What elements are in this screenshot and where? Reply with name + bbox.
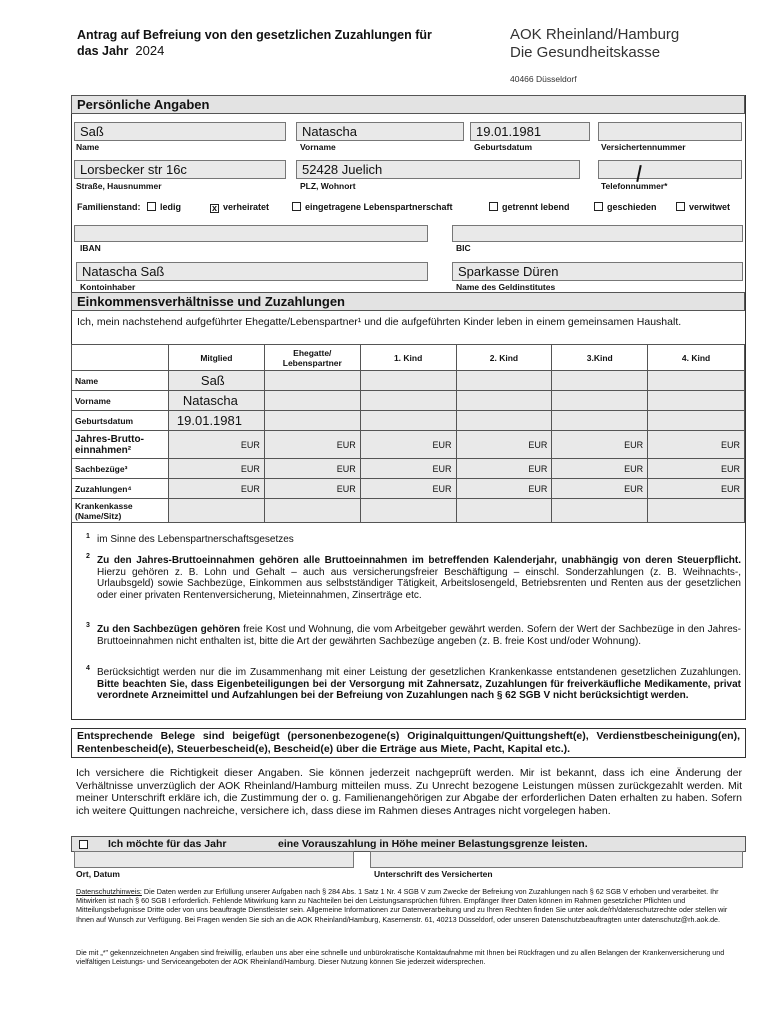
footnote-3: Zu den Sachbezügen gehören freie Kost und Wohnung, die vom Arbeitgeber gewährt werden. Sofern der Wert der Sachbezüge in den Jahres-Bruttoeinnahmen nicht enthalten ist, bitte die Art der gewährten Sachbezüge angeben (z. B. freie Kost und/oder Wohnung). bbox=[97, 624, 742, 647]
table-cell[interactable] bbox=[552, 411, 648, 431]
footnote-number: 3 bbox=[86, 622, 90, 629]
table-cell[interactable] bbox=[264, 499, 360, 523]
prepayment-checkbox-icon[interactable] bbox=[79, 840, 88, 849]
footnote-number: 1 bbox=[86, 533, 90, 540]
table-cell[interactable] bbox=[360, 499, 456, 523]
prepayment-label-1: Ich möchte für das Jahr bbox=[108, 838, 227, 850]
firstname-field[interactable]: Natascha bbox=[296, 122, 464, 141]
insurance-number-label: Versichertennummer bbox=[601, 142, 686, 152]
currency-cell[interactable]: EUR bbox=[264, 459, 360, 479]
income-table bbox=[71, 344, 745, 523]
marital-status-row bbox=[77, 202, 745, 212]
signature-label: Unterschrift des Versicherten bbox=[374, 869, 493, 879]
privacy-notice: Datenschutzhinweis: Die Daten werden zur Erfüllung unserer Aufgaben nach § 284 Abs. 1 Satz 1 Nr. 4 SGB V zum Zwecke der Befreiung von Zuzahlungen nach § 62 SGB V erhoben und verarbeitet. Ihr Mitwirken ist nach § 60 SGB I erforderlich. Fehlende Mitwirkung kann zu Nachteilen bei den Leistungsansprüchen führen. Empfänger Ihrer Daten können im Rahmen gesetzlicher Pflichten und Mitteilungsbefugnisse Dritte oder von uns beauftragte Dienstleister sein. Allgemeine Informationen zur Datenverarbeitung und zu Ihren Rechten finden Sie unter aok.de/rh/datenschutzrechte oder stellen wir Ihnen auf Wunsch zur Verfügung. Bei Fragen wenden Sie sich an die AOK Rheinland/Hamburg, Kasernenstr. 61, 40213 Düsseldorf, oder unseren Datenschutzbeauftragten unter datenschutz@rh.aok.de. bbox=[76, 887, 728, 924]
insurance-number-field[interactable] bbox=[598, 122, 742, 141]
currency-cell[interactable]: EUR bbox=[648, 431, 745, 459]
bic-label: BIC bbox=[456, 243, 471, 253]
marital-status-label: Familienstand: bbox=[77, 202, 141, 212]
marital-option-married[interactable]: x verheiratet bbox=[211, 202, 270, 213]
checkbox-icon[interactable] bbox=[676, 202, 685, 211]
table-cell[interactable] bbox=[648, 391, 745, 411]
iban-label: IBAN bbox=[80, 243, 101, 253]
form-title-line2: das Jahr bbox=[77, 44, 129, 58]
table-cell[interactable] bbox=[648, 499, 745, 523]
place-date-field[interactable] bbox=[74, 851, 354, 868]
table-cell[interactable] bbox=[360, 391, 456, 411]
privacy-heading: Datenschutzhinweis: bbox=[76, 887, 142, 896]
section-personal-title: Persönliche Angaben bbox=[71, 95, 745, 114]
column-child-1: 1. Kind bbox=[360, 345, 456, 371]
birthdate-field[interactable]: 19.01.1981 bbox=[470, 122, 590, 141]
column-member: Mitglied bbox=[168, 345, 264, 371]
form-year: 2024 bbox=[135, 43, 165, 58]
table-row bbox=[72, 411, 745, 431]
currency-cell[interactable]: EUR bbox=[552, 459, 648, 479]
marital-option-divorced[interactable]: geschieden bbox=[594, 202, 657, 212]
member-birthdate-cell[interactable]: 19.01.1981 bbox=[168, 411, 264, 431]
prepayment-row bbox=[71, 836, 746, 852]
currency-cell[interactable]: EUR bbox=[552, 479, 648, 499]
row-label-birthdate: Geburtsdatum bbox=[72, 411, 169, 431]
footnote-4: Berücksichtigt werden nur die im Zusammenhang mit einer Leistung der gesetzlichen Krankenkasse entstandenen gesetzlichen Zuzahlungen. Bitte beachten Sie, dass Eigenbeteiligungen bei der Versorgung mit Zahnersatz, Zuzahlungen für freiverkäufliche Medikamente, privat verordnete Arzneimittel und Aufzahlungen bei der Befreiung von Zuzahlungen nach § 62 SGB V nicht berücksichtigt werden. bbox=[97, 667, 741, 701]
table-cell[interactable] bbox=[456, 391, 552, 411]
row-label-firstname: Vorname bbox=[72, 391, 169, 411]
street-field[interactable]: Lorsbecker str 16c bbox=[74, 160, 286, 179]
currency-cell[interactable]: EUR bbox=[360, 431, 456, 459]
currency-cell[interactable]: EUR bbox=[264, 431, 360, 459]
table-cell[interactable] bbox=[648, 411, 745, 431]
currency-cell[interactable]: EUR bbox=[648, 479, 745, 499]
currency-cell[interactable]: EUR bbox=[456, 479, 552, 499]
footnote-2: Zu den Jahres-Bruttoeinnahmen gehören alle Bruttoeinnahmen im betreffenden Kalenderjahr, unabhängig von deren Steuerpflicht. Hierzu gehören z. B. Lohn und Gehalt – auch aus versicherungsfreier Beschäftigung – einschl. Sonderzahlungen (z. B. Weihnachts-, Urlaubsgeld) sowie Sachbezüge, Einkommen aus selbstständiger Tätigkeit, Arbeitslosengeld, Betriebsrenten und Renten aus der gesetzlichen oder einer privaten Rentenversicherung, Mieteinnahmen, Zinserträge etc. bbox=[97, 555, 741, 601]
insurer-block bbox=[510, 26, 679, 88]
signature-field[interactable] bbox=[370, 851, 743, 868]
checkbox-icon[interactable] bbox=[594, 202, 603, 211]
checkbox-icon[interactable] bbox=[489, 202, 498, 211]
table-row bbox=[72, 391, 745, 411]
currency-cell[interactable]: EUR bbox=[168, 479, 264, 499]
member-name-cell[interactable]: Saß bbox=[168, 371, 264, 391]
row-label-benefits-in-kind: Sachbezüge³ bbox=[72, 459, 169, 479]
row-label-health-insurer: Krankenkasse (Name/Sitz) bbox=[72, 499, 169, 523]
insurer-name: AOK Rheinland/Hamburg bbox=[510, 26, 680, 43]
optional-data-note: Die mit „*" gekennzeichneten Angaben sind freiwillig, erlauben uns aber eine schnelle und unbürokratische Kontaktaufnahme mit Ihnen bei Rückfragen und zu allen Belangen der Krankenversicherung und vielfältigen Leistungs- und Serviceangeboten der AOK Rheinland/Hamburg. Dieser Nutzung können Sie jederzeit widersprechen. bbox=[76, 948, 725, 967]
attachments-note: Entsprechende Belege sind beigefügt (personenbezogene(s) Originalquittungen/Quittungsheft(e), Verdienstbescheinigung(en), Rentenbescheid(e), Steuerbescheid(e), Bescheid(e) über die Erträge aus Miete, Pacht, Kapital etc.). bbox=[71, 728, 746, 758]
table-row bbox=[72, 459, 745, 479]
checked-checkbox-icon[interactable]: x bbox=[211, 203, 217, 213]
currency-cell[interactable]: EUR bbox=[264, 479, 360, 499]
household-intro: Ich, mein nachstehend aufgeführter Ehegatte/Lebenspartner¹ und die aufgeführten Kinder leben in einem gemeinsamen Haushalt. bbox=[77, 316, 682, 328]
account-holder-field[interactable]: Natascha Saß bbox=[76, 262, 428, 281]
currency-cell[interactable]: EUR bbox=[360, 479, 456, 499]
bank-name-label: Name des Geldinstitutes bbox=[456, 282, 556, 292]
insurer-tagline: Die Gesundheitskasse bbox=[510, 44, 661, 61]
table-cell[interactable] bbox=[456, 371, 552, 391]
column-child-4: 4. Kind bbox=[648, 345, 745, 371]
marital-option-single[interactable]: ledig bbox=[147, 202, 181, 212]
table-cell[interactable] bbox=[360, 411, 456, 431]
table-row bbox=[72, 371, 745, 391]
declaration-text: Ich versichere die Richtigkeit dieser Angaben. Sie können jederzeit nachgeprüft werden. Mir ist bekannt, dass ich eine Änderung der Verhältnisse unverzüglich der AOK Rheinland/Hamburg mitteilen muss. Zu Unrecht bezogene Leistungen müssen zurückgezahlt werden. Mit meiner Unterschrift erkläre ich, die Zustimmung der o. g. Familienangehörigen zur Abgabe der erforderlichen Daten erhalten zu haben. Sofern ich weitere Quittungen nachreiche, versichere ich, dass diese im Rahmen dieses Antrages nicht vorgelegen haben. bbox=[76, 767, 742, 817]
table-cell[interactable] bbox=[264, 371, 360, 391]
member-firstname-cell[interactable]: Natascha bbox=[168, 391, 264, 411]
table-cell[interactable] bbox=[264, 391, 360, 411]
table-row bbox=[72, 479, 745, 499]
table-cell[interactable] bbox=[456, 411, 552, 431]
currency-cell[interactable]: EUR bbox=[168, 431, 264, 459]
table-cell[interactable] bbox=[648, 371, 745, 391]
column-spouse: Ehegatte/ Lebenspartner bbox=[264, 345, 360, 371]
footnote-1: im Sinne des Lebenspartnerschaftsgesetzes bbox=[97, 534, 294, 545]
row-label-gross-income: Jahres-Brutto-einnahmen² bbox=[72, 431, 169, 459]
name-field[interactable]: Saß bbox=[74, 122, 286, 141]
currency-cell[interactable]: EUR bbox=[648, 459, 745, 479]
table-row bbox=[72, 431, 745, 459]
phone-label: Telefonnummer* bbox=[601, 181, 668, 191]
currency-cell[interactable]: EUR bbox=[360, 459, 456, 479]
row-label-name: Name bbox=[72, 371, 169, 391]
footnote-number: 4 bbox=[86, 665, 90, 672]
table-row bbox=[72, 499, 745, 523]
prepayment-label-2: eine Vorauszahlung in Höhe meiner Belastungsgrenze leisten. bbox=[278, 838, 588, 850]
account-holder-label: Kontoinhaber bbox=[80, 282, 136, 292]
currency-cell[interactable]: EUR bbox=[456, 431, 552, 459]
table-cell[interactable] bbox=[552, 371, 648, 391]
row-label-copayments: Zuzahlungen⁴ bbox=[72, 479, 169, 499]
marital-option-separated[interactable]: getrennt lebend bbox=[489, 202, 570, 212]
insurer-address: 40466 Düsseldorf bbox=[510, 74, 577, 84]
checkbox-icon[interactable] bbox=[147, 202, 156, 211]
table-cell[interactable] bbox=[168, 499, 264, 523]
column-child-2: 2. Kind bbox=[456, 345, 552, 371]
currency-cell[interactable]: EUR bbox=[552, 431, 648, 459]
form-title-line1: Antrag auf Befreiung von den gesetzlichen Zuzahlungen für bbox=[77, 28, 432, 42]
phone-field[interactable] bbox=[598, 160, 742, 179]
currency-cell[interactable]: EUR bbox=[168, 459, 264, 479]
marital-option-widowed[interactable]: verwitwet bbox=[676, 202, 730, 212]
birthdate-label: Geburtsdatum bbox=[474, 142, 533, 152]
section-income-title: Einkommensverhältnisse und Zuzahlungen bbox=[71, 292, 745, 311]
table-cell[interactable] bbox=[264, 411, 360, 431]
form-title bbox=[77, 28, 497, 59]
street-label: Straße, Hausnummer bbox=[76, 181, 162, 191]
place-date-label: Ort, Datum bbox=[76, 869, 120, 879]
column-child-3: 3.Kind bbox=[552, 345, 648, 371]
table-cell[interactable] bbox=[360, 371, 456, 391]
footnote-number: 2 bbox=[86, 553, 90, 560]
table-cell[interactable] bbox=[456, 499, 552, 523]
bank-name-field[interactable]: Sparkasse Düren bbox=[452, 262, 743, 281]
table-cell[interactable] bbox=[552, 391, 648, 411]
checkbox-icon[interactable] bbox=[292, 202, 301, 211]
table-cell[interactable] bbox=[552, 499, 648, 523]
iban-field[interactable] bbox=[74, 225, 428, 242]
marital-option-partnership[interactable]: eingetragene Lebenspartnerschaft bbox=[292, 202, 453, 212]
name-label: Name bbox=[76, 142, 100, 152]
city-label: PLZ, Wohnort bbox=[300, 181, 356, 191]
city-field[interactable]: 52428 Juelich bbox=[296, 160, 580, 179]
firstname-label: Vorname bbox=[300, 142, 336, 152]
currency-cell[interactable]: EUR bbox=[456, 459, 552, 479]
bic-field[interactable] bbox=[452, 225, 743, 242]
